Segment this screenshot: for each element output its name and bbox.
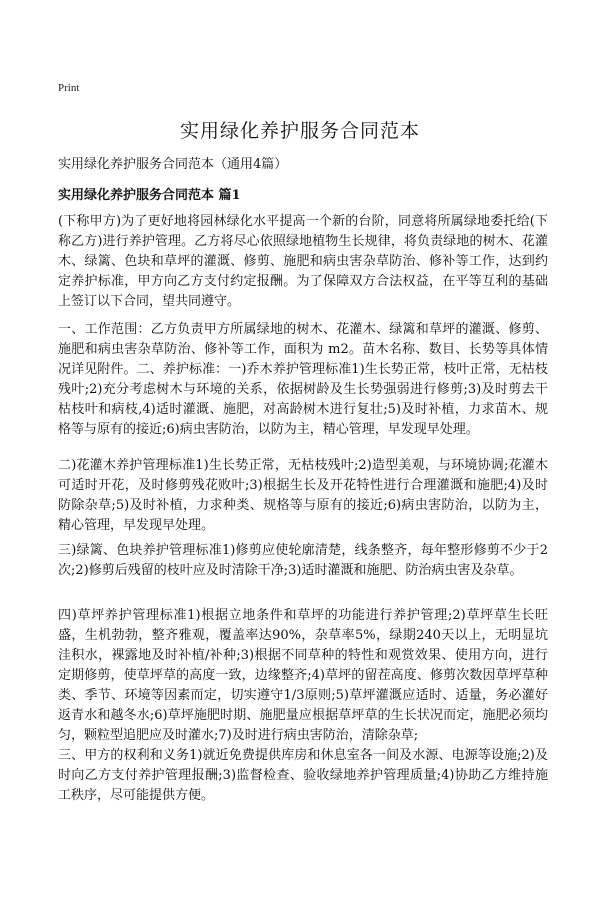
paragraph-intro: (下称甲方)为了更好地将园林绿化水平提高一个新的台阶，同意将所属绿地委托给(下称乙方)进行养护管理。乙方将尽心依照绿地植物生长规律，将负责绿地的树木、花灌木、绿篱、色块和草坪的灌溉、修剪、施肥和病虫害杂草防治、修补等工作，达到约定养护标准，甲方向乙方支付约定报酬。为了保障双方合法权益，在平等互利的基础上签订以下合同，望共同遵守。 (58, 214, 548, 309)
paragraph-scope-and-tree-standards: 一、工作范围：乙方负责甲方所属绿地的树木、花灌木、绿篱和草坪的灌溉、修剪、施肥和病虫害杂草防治、修补等工作，面积为 m2。苗木名称、数目、长势等具体情况详见附件。二、养护标准：一)乔木养护管理标准1)生长势正常，枝叶正常，无枯枝残叶;2)充分考虑树木与环境的关系，依据树龄及生长势强弱进行修剪;3)及时剪去干枯枝叶和病枝,4)适时灌溉、施肥，对高龄树木进行复壮;5)及时补植，力求苗木、规格等与原有的接近;6)病虫害防治，以防为主，精心管理，早发现早处理。 (58, 322, 548, 437)
paragraph-hedge-standards: 三)绿篱、色块养护管理标准1)修剪应使轮廓清楚，线条整齐，每年整形修剪不少于2次;2)修剪后残留的枝叶应及时清除干净;3)适时灌溉和施肥、防治病虫害及杂草。 (58, 543, 548, 578)
paragraph-shrub-standards: 二)花灌木养护管理标准1)生长势正常，无枯枝残叶;2)造型美观，与环境协调;花灌木可适时开花，及时修剪残花败叶;3)根据生长及开花特性进行合理灌溉和施肥;4)及时防除杂草;5)及时补植，力求种类、规格等与原有的接近;6)病虫害防治，以防为主，精心管理，早发现早处理。 (58, 458, 548, 533)
paragraph-lawn-standards: 四)草坪养护管理标准1)根据立地条件和草坪的功能进行养护管理;2)草坪草生长旺盛，生机勃勃，整齐雅观，覆盖率达90%，杂草率5%，绿期240天以上，无明显坑洼积水，裸露地及时补植/补种;3)根据不同草种的特性和观赏效果、使用方向，进行定期修剪，使草坪草的高度一致，边缘整齐;4)草坪的留茬高度、修剪次数因草坪草种类、季节、环境等因素而定，切实遵守1/3原则;5)草坪灌溉应适时、适量，务必灌好返青水和越冬水;6)草坪施肥时期、施肥量应根据草坪草的生长状况而定，施肥必须均匀，颗粒型追肥应及时灌水;7)及时进行病虫害防治，清除杂草; (58, 608, 548, 743)
print-label: Print (58, 82, 80, 94)
paragraph-party-a-rights: 三、甲方的权利和义务1)就近免费提供库房和休息室各一间及水源、电源等设施;2)及时向乙方支付养护管理报酬;3)监督检查、验收绿地养护管理质量;4)协助乙方维持施工秩序，尽可能提供方便。 (58, 748, 548, 803)
document-subtitle: 实用绿化养护服务合同范本（通用4篇） (58, 157, 288, 172)
page-title: 实用绿化养护服务合同范本 (179, 120, 420, 142)
section-heading: 实用绿化养护服务合同范本 篇1 (58, 188, 241, 203)
